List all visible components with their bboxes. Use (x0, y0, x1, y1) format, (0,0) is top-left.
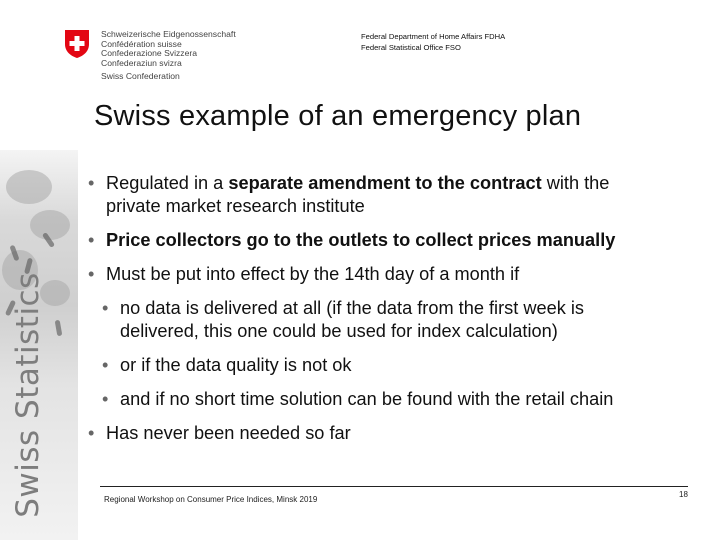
confederation-names (101, 30, 236, 82)
bullet-glyph: • (88, 423, 95, 443)
bullet-text: with the (541, 173, 610, 193)
confederation-name-en: Swiss Confederation (101, 71, 180, 82)
footer-divider (100, 486, 688, 487)
bullet-glyph: • (102, 355, 109, 375)
department-block (361, 31, 505, 53)
bullet-glyph: • (88, 173, 95, 193)
bullet-glyph: • (88, 264, 95, 284)
sub-bullet-text: no data is delivered at all (if the data from the first week is (120, 298, 585, 318)
bullet-line (106, 172, 708, 195)
sub-bullet-text: or if the data quality is not ok (120, 355, 352, 375)
bullet-item (88, 172, 708, 218)
bullet-item (88, 263, 708, 286)
confederation-name-de: Schweizerische Eidgenossenschaft (101, 29, 236, 39)
sub-bullet-item (102, 354, 708, 377)
office-name: Federal Statistical Office FSO (361, 43, 461, 52)
page-number: 18 (679, 490, 688, 499)
bullet-item (88, 422, 708, 445)
bullet-item (88, 229, 708, 252)
bullet-text: Regulated in a (106, 173, 229, 193)
confederation-name-fr: Confédération suisse (101, 38, 182, 49)
bullet-glyph: • (88, 230, 95, 250)
sub-bullet-item (102, 388, 708, 411)
bullet-list (88, 172, 708, 445)
bullet-emphasis: separate amendment to the contract (228, 173, 542, 193)
sub-bullet-continuation: delivered, this one could be used for index calculation) (120, 321, 558, 341)
swiss-coat-of-arms-icon (64, 29, 90, 59)
bullet-text: Has never been needed so far (106, 423, 351, 443)
confederation-name-it: Confederazione Svizzera (101, 48, 198, 59)
bullet-text: Must be put into effect by the 14th day of a month if (106, 264, 520, 284)
confederation-name-rm: Confederaziun svizra (101, 57, 182, 68)
bullet-emphasis: Price collectors go to the outlets to collect prices manually (106, 230, 616, 250)
footer-text: Regional Workshop on Consumer Price Indices, Minsk 2019 (104, 495, 318, 504)
bullet-continuation: private market research institute (106, 196, 365, 216)
sub-bullet-text: and if no short time solution can be found with the retail chain (120, 389, 614, 409)
sub-bullet-item (102, 297, 708, 343)
department-name: Federal Department of Home Affairs FDHA (361, 32, 506, 41)
slide-title: Swiss example of an emergency plan (94, 100, 582, 132)
swiss-statistics-brand (0, 272, 56, 518)
brand-text: Swiss Statistics (10, 272, 47, 518)
bullet-glyph: • (102, 298, 109, 318)
bullet-glyph: • (102, 389, 109, 409)
